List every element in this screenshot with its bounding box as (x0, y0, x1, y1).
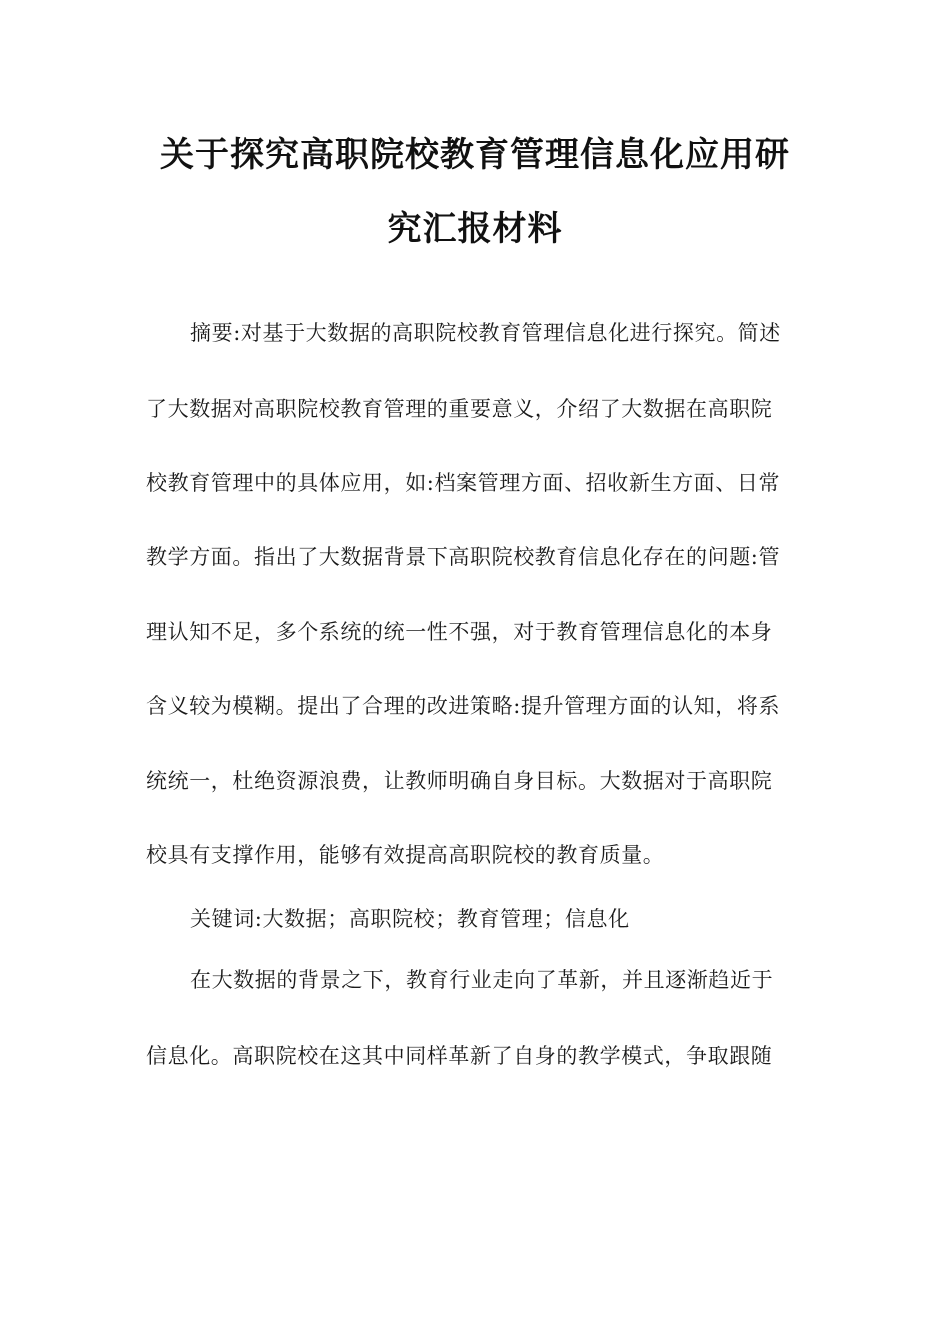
abstract-line-4: 教学方面。指出了大数据背景下高职院校教育信息化存在的问题:管 (146, 545, 781, 569)
body-paragraph-line-2: 信息化。高职院校在这其中同样革新了自身的教学模式，争取跟随 (146, 1044, 773, 1068)
abstract-line-5: 理认知不足，多个系统的统一性不强，对于教育管理信息化的本身 (146, 620, 773, 644)
body-paragraph-line-1: 在大数据的背景之下，教育行业走向了革新，并且逐渐趋近于 (190, 968, 774, 992)
abstract-line-8: 校具有支撑作用，能够有效提高高职院校的教育质量。 (146, 843, 665, 867)
document-title-line-2: 究汇报材料 (387, 209, 563, 249)
abstract-line-2: 了大数据对高职院校教育管理的重要意义，介绍了大数据在高职院 (146, 397, 773, 421)
abstract-line-7: 统统一，杜绝资源浪费，让教师明确自身目标。大数据对于高职院 (146, 769, 773, 793)
keywords-line: 关键词:大数据；高职院校；教育管理；信息化 (190, 907, 630, 931)
abstract-line-1: 摘要:对基于大数据的高职院校教育管理信息化进行探究。简述 (190, 321, 781, 345)
document-title-line-1: 关于探究高职院校教育管理信息化应用研 (160, 135, 790, 175)
abstract-line-3: 校教育管理中的具体应用，如:档案管理方面、招收新生方面、日常 (146, 471, 781, 495)
abstract-line-6: 含义较为模糊。提出了合理的改进策略:提升管理方面的认知，将系 (146, 694, 781, 718)
